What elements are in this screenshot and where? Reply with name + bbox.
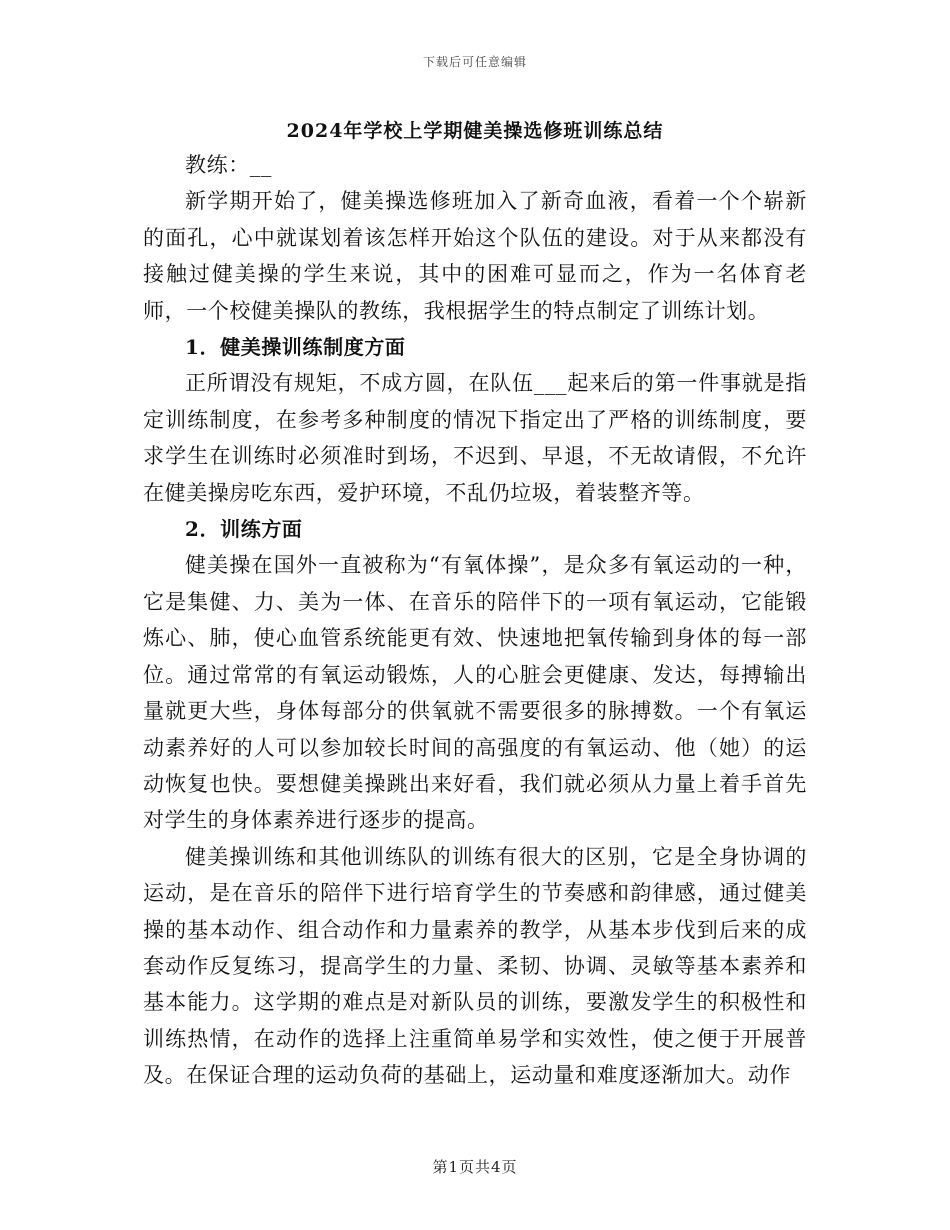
system-paragraph: 正所谓没有规矩，不成方圆，在队伍___起来后的第一件事就是指定训练制度，在参考多种制度的情况下指定出了严格的训练制度，要求学生在训练时必须准时到场，不迟到、早退，不无故请假，不允许在健美操房吃东西，爱护环境，不乱仍垃圾，着装整齐等。	[143, 371, 807, 505]
page-number: 第1页共4页	[432, 1158, 518, 1176]
training-paragraph-1: 健美操在国外一直被称为“有氧体操”，是众多有氧运动的一种，它是集健、力、美为一体、在音乐的陪伴下的一项有氧运动，它能锻炼心、肺，使心血管系统能更有效、快速地把氧传输到身体的每一部位。通过常常的有氧运动锻炼，人的心脏会更健康、发达，每搏输出量就更大些，身体每部分的供氧就不需要很多的脉搏数。一个有氧运动素养好的人可以参加较长时间的高强度的有氧运动、他（她）的运动恢复也快。要想健美操跳出来好看，我们就必须从力量上着手首先对学生的身体素养进行逐步的提高。	[143, 553, 807, 833]
page-header-note: 下载后可任意编辑	[422, 55, 527, 69]
intro-paragraph: 新学期开始了，健美操选修班加入了新奇血液，看着一个个崭新的面孔，心中就谋划着该怎样开始这个队伍的建设。对于从来都没有接触过健美操的学生来说，其中的困难可显而之，作为一名体育老师，一个校健美操队的教练，我根据学生的特点制定了训练计划。	[143, 189, 807, 323]
coach-line: 教练：__	[185, 153, 272, 177]
document-title: 2024年学校上学期健美操选修班训练总结	[286, 120, 664, 142]
section-heading-system: 1．健美操训练制度方面	[185, 335, 406, 360]
document-body	[143, 147, 807, 1094]
training-paragraph-2: 健美操训练和其他训练队的训练有很大的区别，它是全身协调的运动，是在音乐的陪伴下进行培育学生的节奏感和韵律感，通过健美操的基本动作、组合动作和力量素养的教学，从基本步伐到后来的成套动作反复练习，提高学生的力量、柔韧、协调、灵敏等基本素养和基本能力。这学期的难点是对新队员的训练，要激发学生的积极性和训练热情，在动作的选择上注重简单易学和实效性，使之便于开展普及。在保证合理的运动负荷的基础上，运动量和难度逐渐加大。动作	[143, 844, 807, 1088]
section-heading-training: 2．训练方面	[185, 517, 303, 542]
